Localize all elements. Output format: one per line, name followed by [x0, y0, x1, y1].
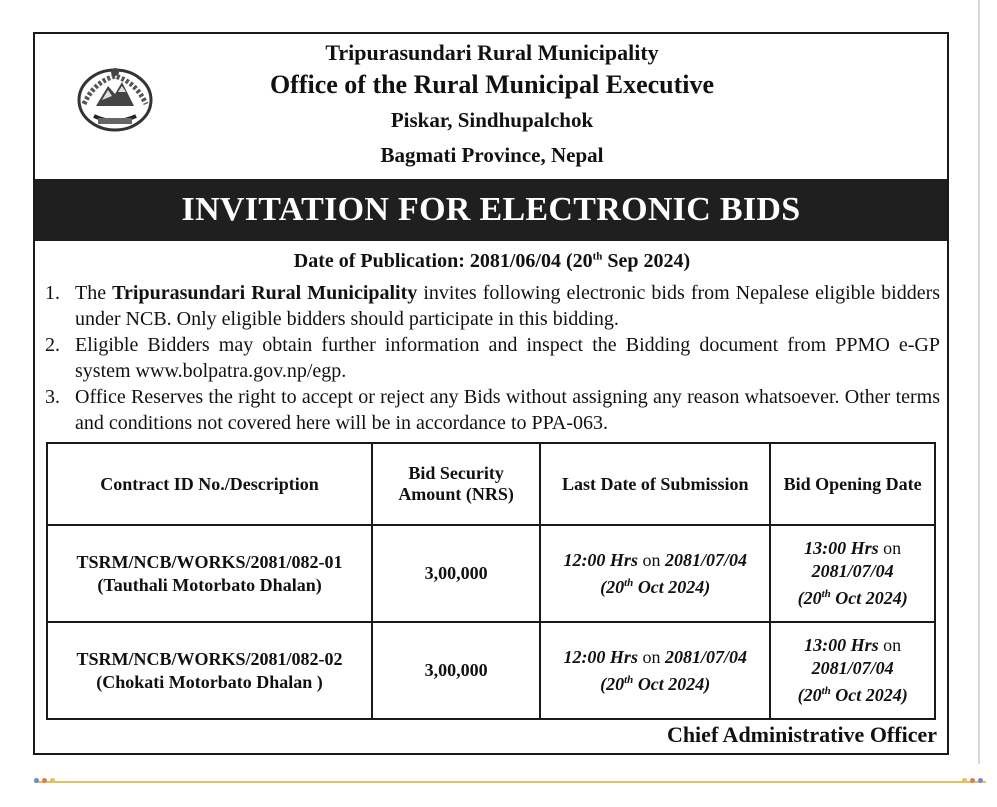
page-marker-left-icon [34, 778, 55, 783]
contract-cell: TSRM/NCB/WORKS/2081/082-02 (Chokati Motorbato Dhalan ) [47, 622, 372, 719]
opening-cell: 13:00 Hrs on 2081/07/04 (20th Oct 2024) [770, 622, 935, 719]
submission-cell: 12:00 Hrs on 2081/07/04 (20th Oct 2024) [540, 622, 770, 719]
list-item: 1. The Tripurasundari Rural Municipality invites following electronic bids from Nepalese eligible bidders under NCB. Only eligible bidders should participate in this bidding. [45, 282, 941, 330]
list-item: 3. Office Reserves the right to accept or reject any Bids without assigning any reason whatsoever. Other terms and conditions not covered here will be in accordance to PPA-063. [45, 386, 940, 434]
opening-cell: 13:00 Hrs on 2081/07/04 (20th Oct 2024) [770, 525, 935, 622]
page-marker-right-icon [962, 778, 983, 783]
terms-list [45, 280, 940, 436]
municipality-name: Tripurasundari Rural Municipality [325, 40, 659, 65]
list-item: 2. Eligible Bidders may obtain further information and inspect the Bidding document from PPMO e-GP system www.bolpatra.gov.np/egp. [45, 334, 940, 382]
col-header-contract: Contract ID No./Description [47, 443, 372, 525]
col-header-submission: Last Date of Submission [540, 443, 770, 525]
notice-title-banner: INVITATION FOR ELECTRONIC BIDS [35, 179, 947, 241]
contract-cell: TSRM/NCB/WORKS/2081/082-01 (Tauthali Motorbato Dhalan) [47, 525, 372, 622]
office-name: Office of the Rural Municipal Executive [269, 70, 715, 99]
submission-cell: 12:00 Hrs on 2081/07/04 (20th Oct 2024) [540, 525, 770, 622]
table-row [47, 525, 935, 622]
col-header-security: Bid Security Amount (NRS) [372, 443, 540, 525]
amount-cell: 3,00,000 [372, 622, 540, 719]
bids-table [46, 442, 936, 720]
signature-title: Chief Administrative Officer [666, 722, 937, 747]
publication-date: Date of Publication: 2081/06/04 (20th Sep 2024) [293, 250, 691, 272]
municipality-emphasis: Tripurasundari Rural Municipality [112, 282, 418, 304]
table-header-row [47, 443, 935, 525]
page-break-line [34, 781, 986, 783]
amount-cell: 3,00,000 [372, 525, 540, 622]
office-province: Bagmati Province, Nepal [380, 143, 604, 167]
office-location: Piskar, Sindhupalchok [390, 108, 594, 132]
table-row [47, 622, 935, 719]
col-header-opening: Bid Opening Date [770, 443, 935, 525]
